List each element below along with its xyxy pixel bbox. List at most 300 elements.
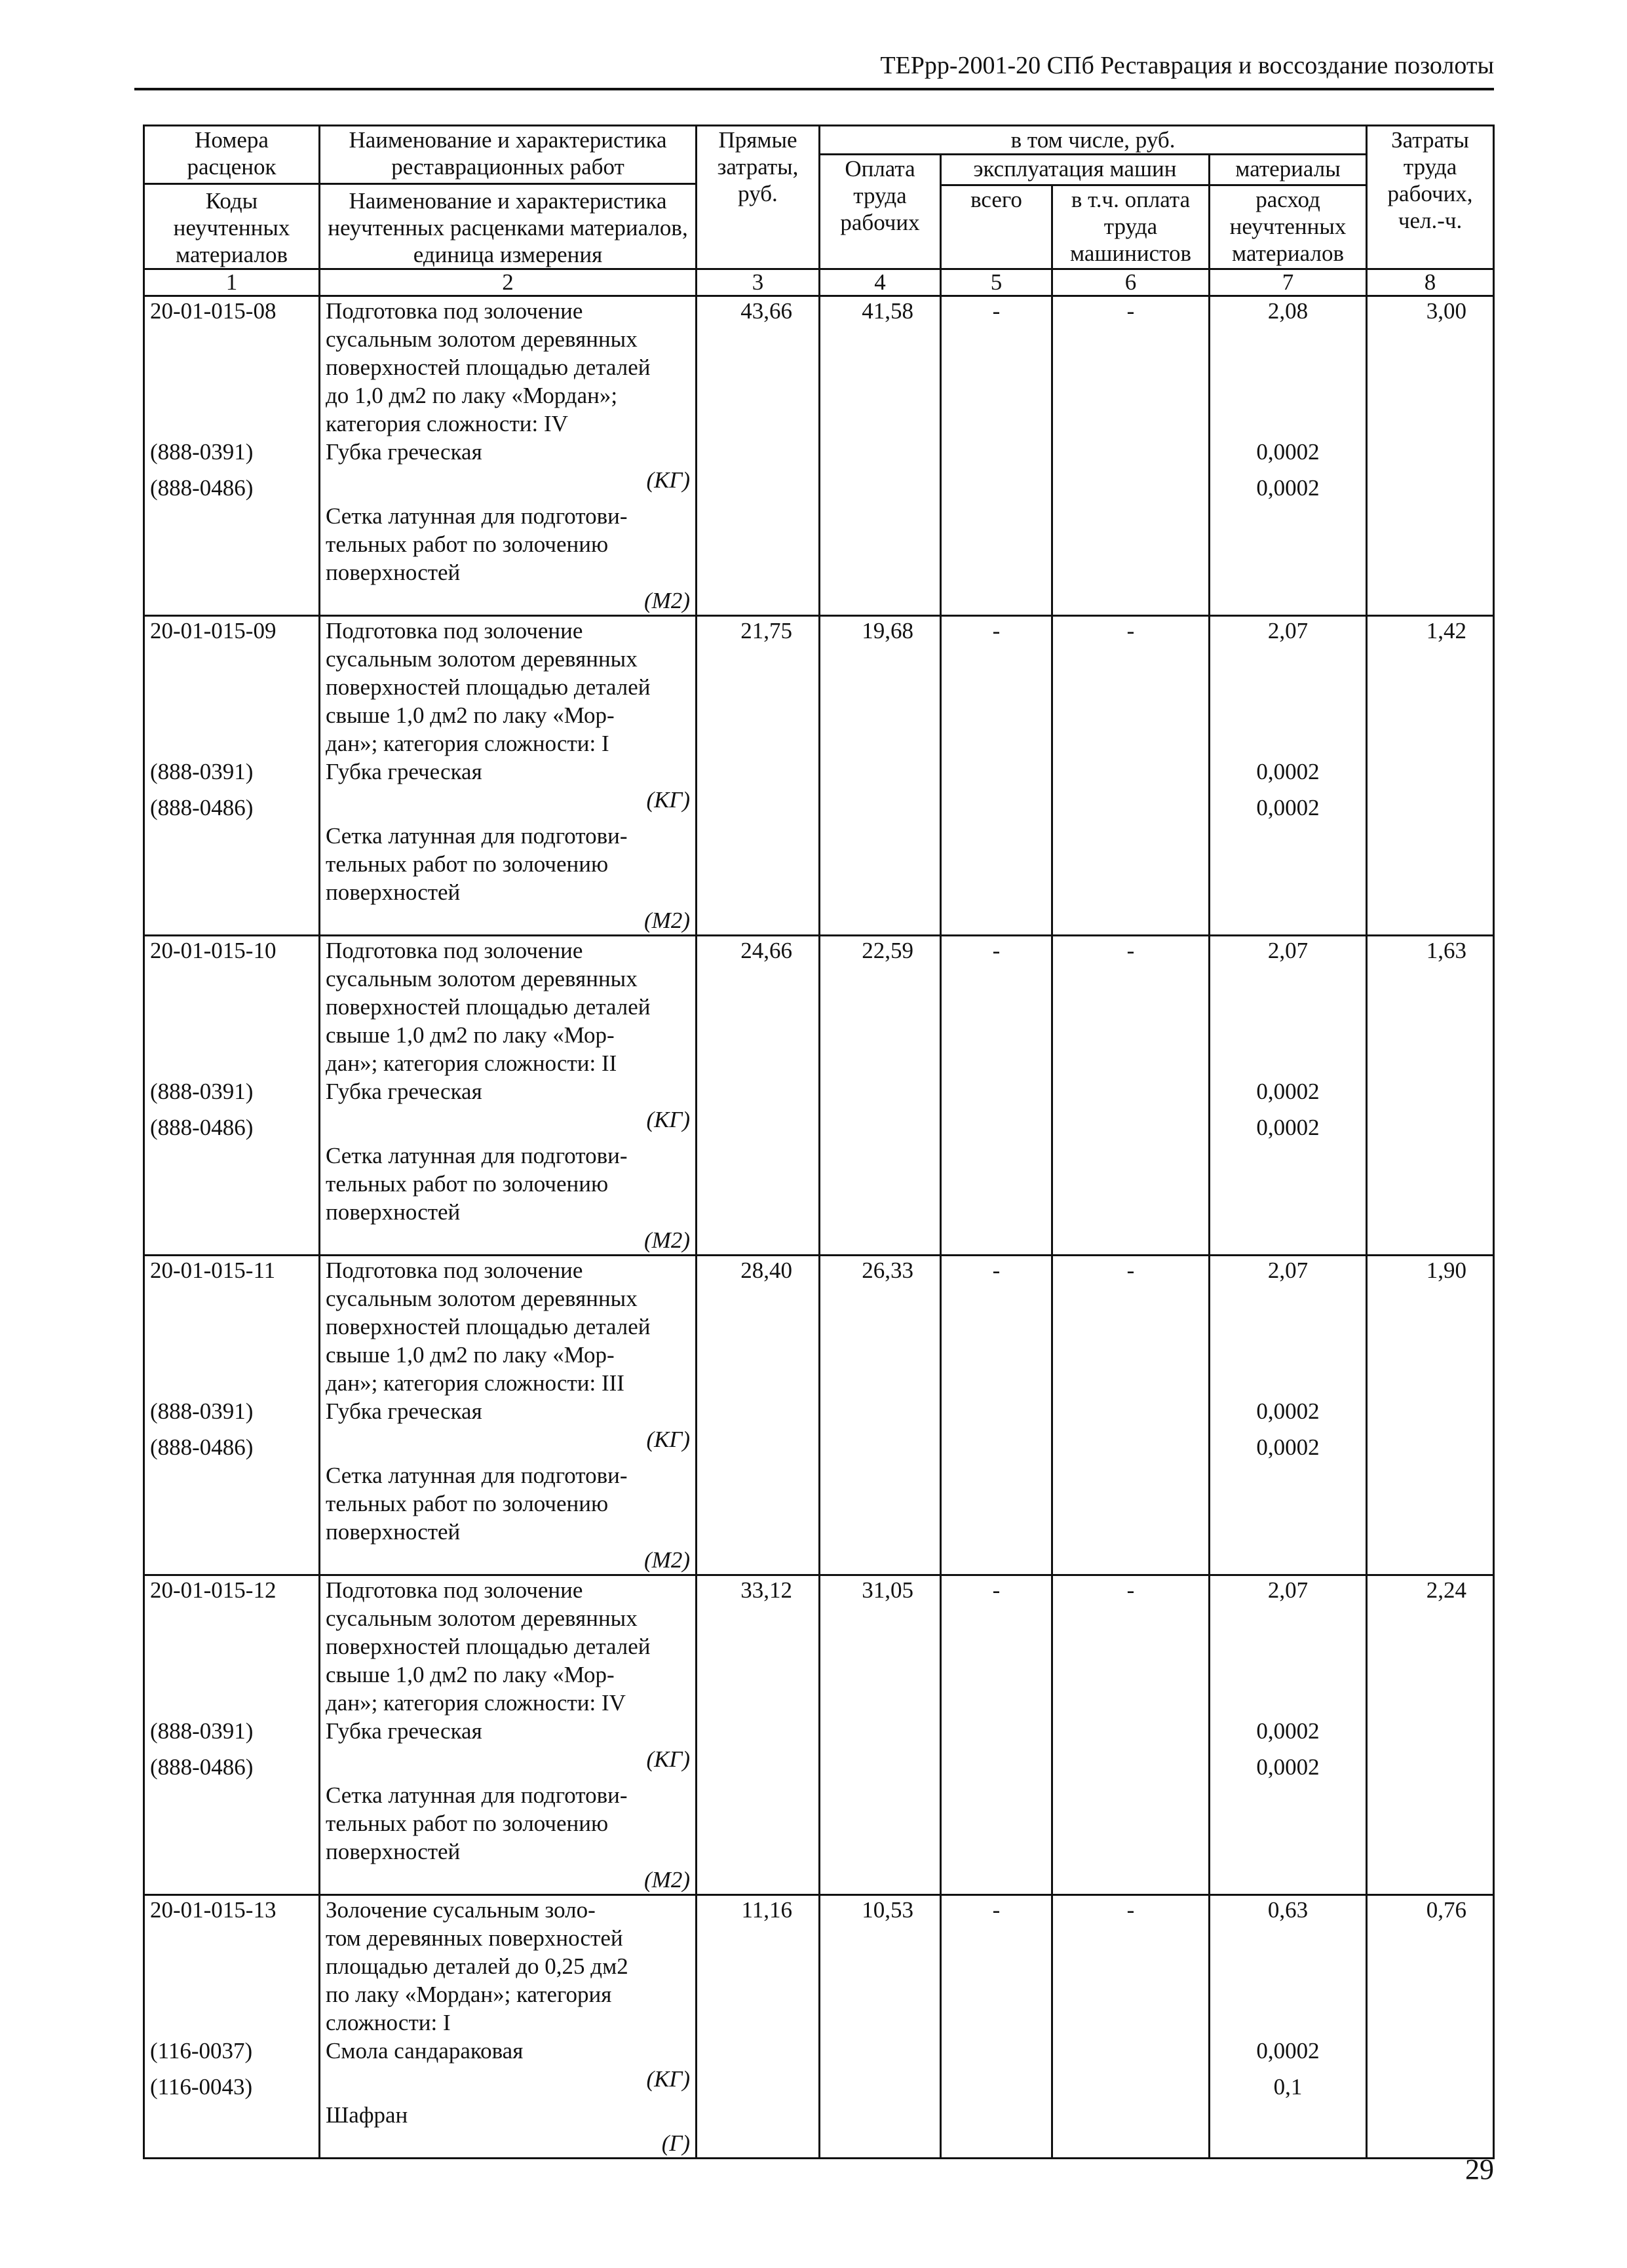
spacer [1215, 325, 1360, 353]
header-number: 6 [1052, 269, 1210, 296]
spacer [326, 1773, 690, 1781]
header-number: 2 [320, 269, 697, 296]
material-code: (888-0391) [150, 1398, 254, 1424]
spacer [1215, 822, 1360, 850]
material-qty: 0,0002 [1256, 1115, 1320, 1140]
machinists-labor-cell [1052, 1575, 1210, 1895]
direct-cost-cell [697, 616, 820, 936]
spacer [1215, 530, 1360, 558]
header-number: 7 [1210, 269, 1367, 296]
spacer [150, 645, 313, 673]
material-qty: 0,0002 [1256, 1398, 1320, 1424]
material-qty: 0,0002 [1256, 439, 1320, 465]
spacer [150, 2009, 313, 2037]
material-qty: 0,0002 [1256, 475, 1320, 501]
material-code: (888-0391) [150, 759, 254, 784]
table-row [144, 1895, 1494, 2159]
machines-total: - [992, 1258, 1001, 1283]
rates-table [143, 125, 1495, 2159]
material-name: тельных работ по золочению [326, 531, 609, 557]
code-cell [144, 1895, 320, 2159]
code-cell [144, 296, 320, 616]
machinists-labor: - [1126, 298, 1135, 324]
spacer [150, 325, 313, 353]
labor-hours: 0,76 [1426, 1897, 1467, 1923]
code-cell [144, 616, 320, 936]
table-row [144, 1575, 1494, 1895]
machinists-labor: - [1126, 1258, 1135, 1283]
table-row [144, 616, 1494, 936]
description-line: площадью деталей до 0,25 дм2 [326, 1953, 628, 1979]
material-code: (116-0037) [150, 2038, 253, 2064]
machines-total-cell [941, 616, 1052, 936]
machinists-labor: - [1126, 1897, 1135, 1923]
spacer [1215, 1781, 1360, 1809]
header-col8: Затраты труда рабочих, чел.-ч. [1367, 126, 1494, 269]
material-unit: (КГ) [646, 787, 690, 813]
material-name: поверхностей [326, 1199, 461, 1225]
description-cell [320, 1256, 697, 1575]
spacer [150, 1425, 313, 1433]
spacer [1215, 1369, 1360, 1397]
direct-cost: 24,66 [740, 938, 792, 963]
materials-cell [1210, 1256, 1367, 1575]
machinists-labor: - [1126, 618, 1135, 644]
description-cell [320, 296, 697, 616]
material-unit: (КГ) [646, 467, 690, 493]
spacer [1215, 993, 1360, 1021]
spacer [150, 1952, 313, 1980]
spacer [150, 1980, 313, 2009]
material-name: Сетка латунная для подготови- [326, 1463, 628, 1488]
materials-cost: 0,63 [1267, 1897, 1309, 1923]
direct-cost: 33,12 [740, 1577, 792, 1603]
spacer [150, 1490, 313, 1518]
machines-total-cell [941, 1256, 1052, 1575]
spacer [150, 466, 313, 474]
material-code: (888-0391) [150, 1718, 254, 1744]
page-number: 29 [1465, 2153, 1494, 2185]
material-name: Сетка латунная для подготови- [326, 1143, 628, 1168]
material-qty: 0,0002 [1256, 1434, 1320, 1460]
labor-hours-cell [1367, 936, 1494, 1256]
spacer [150, 1142, 313, 1170]
description-line: сложности: I [326, 2010, 451, 2035]
material-name: Смола сандараковая [326, 2038, 524, 2064]
spacer [150, 1745, 313, 1753]
labor-cost-cell [820, 296, 941, 616]
spacer [326, 1134, 690, 1142]
material-name: тельных работ по золочению [326, 1171, 609, 1197]
labor-hours: 1,90 [1426, 1258, 1467, 1283]
materials-cost: 2,07 [1267, 1258, 1309, 1283]
spacer [150, 353, 313, 381]
spacer [150, 1369, 313, 1397]
header-col7: расход неучтенных материалов [1210, 185, 1367, 269]
labor-cost-cell [820, 1575, 941, 1895]
material-unit: (М2) [644, 1547, 690, 1573]
spacer [150, 701, 313, 729]
materials-cell [1210, 1575, 1367, 1895]
description-line: по лаку «Мордан»; категория [326, 1982, 612, 2007]
spacer [1215, 466, 1360, 474]
machines-total: - [992, 618, 1001, 644]
material-name: поверхностей [326, 1839, 461, 1864]
direct-cost: 11,16 [741, 1897, 792, 1923]
description-line: свыше 1,0 дм2 по лаку «Мор- [326, 1662, 615, 1687]
spacer [1215, 1604, 1360, 1632]
material-name: Сетка латунная для подготови- [326, 823, 628, 849]
machinists-labor-cell [1052, 1256, 1210, 1575]
labor-hours-cell [1367, 616, 1494, 936]
spacer [1215, 850, 1360, 878]
spacer [1215, 1021, 1360, 1049]
direct-cost-cell [697, 1256, 820, 1575]
labor-hours-cell [1367, 1575, 1494, 1895]
description-line: категория сложности: IV [326, 411, 568, 436]
header-numbers-row [144, 269, 1494, 296]
spacer [150, 2065, 313, 2073]
header-col4: Оплата труда рабочих [820, 155, 941, 269]
description-cell [320, 1895, 697, 2159]
labor-cost-cell [820, 616, 941, 936]
spacer [326, 814, 690, 822]
description-line: Подготовка под золочение [326, 298, 583, 324]
direct-cost-cell [697, 1895, 820, 2159]
description-line: поверхностей площадью деталей [326, 674, 651, 700]
spacer [1215, 353, 1360, 381]
materials-cell [1210, 936, 1367, 1256]
spacer [150, 1313, 313, 1341]
spacer [150, 1632, 313, 1661]
labor-cost: 10,53 [862, 1897, 913, 1923]
material-name: Губка греческая [326, 439, 482, 465]
spacer [1215, 2065, 1360, 2073]
rate-code: 20-01-015-12 [150, 1577, 277, 1603]
spacer [1215, 1142, 1360, 1170]
header-group-machines: эксплуатация машин [941, 155, 1210, 185]
material-code: (888-0486) [150, 1434, 254, 1460]
header-col3: Прямые затраты, руб. [697, 126, 820, 269]
header-number: 3 [697, 269, 820, 296]
direct-cost-cell [697, 1575, 820, 1895]
spacer [1215, 410, 1360, 438]
table-row [144, 936, 1494, 1256]
spacer [1215, 1105, 1360, 1113]
description-line: свыше 1,0 дм2 по лаку «Мор- [326, 702, 615, 728]
code-cell [144, 936, 320, 1256]
spacer [1215, 1490, 1360, 1518]
code-cell [144, 1256, 320, 1575]
material-name: поверхностей [326, 560, 461, 585]
header-col6: в т.ч. оплата труда машинистов [1052, 185, 1210, 269]
material-unit: (М2) [644, 908, 690, 933]
header-rule [134, 88, 1494, 90]
materials-cell [1210, 1895, 1367, 2159]
labor-hours: 1,42 [1426, 618, 1467, 644]
machines-total: - [992, 1577, 1001, 1603]
labor-hours: 1,63 [1426, 938, 1467, 963]
spacer [150, 673, 313, 701]
machinists-labor-cell [1052, 1895, 1210, 2159]
material-qty: 0,0002 [1256, 759, 1320, 784]
spacer [1215, 2009, 1360, 2037]
spacer [1215, 1284, 1360, 1313]
rate-code: 20-01-015-09 [150, 618, 277, 644]
materials-cost: 2,07 [1267, 938, 1309, 963]
labor-hours-cell [1367, 296, 1494, 616]
machinists-labor-cell [1052, 616, 1210, 936]
description-line: сусальным золотом деревянных [326, 1605, 638, 1631]
material-name: Губка греческая [326, 1398, 482, 1424]
description-line: поверхностей площадью деталей [326, 355, 651, 380]
description-line: том деревянных поверхностей [326, 1925, 623, 1951]
spacer [150, 502, 313, 530]
description-line: поверхностей площадью деталей [326, 1314, 651, 1339]
labor-cost: 26,33 [862, 1258, 913, 1283]
machinists-labor: - [1126, 1577, 1135, 1603]
direct-cost-cell [697, 296, 820, 616]
spacer [1215, 786, 1360, 794]
spacer [1215, 729, 1360, 758]
table-header [144, 126, 1494, 296]
materials-cell [1210, 616, 1367, 936]
header-number: 5 [941, 269, 1052, 296]
spacer [150, 1809, 313, 1837]
spacer [326, 1453, 690, 1461]
spacer [1215, 1661, 1360, 1689]
spacer [1215, 1924, 1360, 1952]
header-col1-bottom: Коды неучтенных материалов [145, 183, 318, 268]
material-name: тельных работ по золочению [326, 1491, 609, 1516]
table-body [144, 296, 1494, 2159]
header-col2-bottom: Наименование и характеристика неучтенных расценками материалов, единица измерения [320, 183, 695, 268]
spacer [1215, 1689, 1360, 1717]
code-cell [144, 1575, 320, 1895]
material-unit: (КГ) [646, 1107, 690, 1132]
description-line: дан»; категория сложности: II [326, 1050, 617, 1076]
labor-cost-cell [820, 1895, 941, 2159]
description-line: Подготовка под золочение [326, 938, 583, 963]
header-col2 [320, 126, 697, 269]
spacer [1215, 1745, 1360, 1753]
material-name: поверхностей [326, 879, 461, 905]
header-group-main: в том числе, руб. [820, 126, 1367, 155]
spacer [150, 1604, 313, 1632]
header-col1 [144, 126, 320, 269]
material-qty: 0,1 [1273, 2074, 1303, 2100]
material-code: (888-0486) [150, 1754, 254, 1780]
spacer [1215, 1809, 1360, 1837]
spacer [1215, 965, 1360, 993]
machines-total-cell [941, 1895, 1052, 2159]
materials-cell [1210, 296, 1367, 616]
machines-total: - [992, 1897, 1001, 1923]
description-line: до 1,0 дм2 по лаку «Мордан»; [326, 383, 618, 408]
machinists-labor-cell [1052, 296, 1210, 616]
spacer [1215, 1313, 1360, 1341]
description-line: Золочение сусальным золо- [326, 1897, 596, 1923]
spacer [150, 1689, 313, 1717]
labor-hours-cell [1367, 1895, 1494, 2159]
material-code: (116-0043) [150, 2074, 253, 2100]
table-row [144, 1256, 1494, 1575]
header-col2-top: Наименование и характеристика реставрационных работ [349, 127, 667, 180]
material-qty: 0,0002 [1256, 2038, 1320, 2064]
material-unit: (Г) [661, 2130, 690, 2156]
direct-cost: 21,75 [740, 618, 792, 644]
materials-cost: 2,07 [1267, 618, 1309, 644]
table-row [144, 296, 1494, 616]
material-code: (888-0391) [150, 439, 254, 465]
spacer [150, 993, 313, 1021]
labor-cost: 22,59 [862, 938, 913, 963]
spacer [326, 494, 690, 502]
machines-total-cell [941, 296, 1052, 616]
material-code: (888-0486) [150, 795, 254, 820]
machines-total-cell [941, 936, 1052, 1256]
spacer [150, 410, 313, 438]
labor-cost: 19,68 [862, 618, 913, 644]
spacer [150, 822, 313, 850]
labor-hours-cell [1367, 1256, 1494, 1575]
spacer [1215, 673, 1360, 701]
spacer [150, 965, 313, 993]
spacer [150, 1049, 313, 1077]
spacer [1215, 1980, 1360, 2009]
spacer [1215, 1170, 1360, 1198]
header-number: 4 [820, 269, 941, 296]
machinists-labor-cell [1052, 936, 1210, 1256]
material-name: тельных работ по золочению [326, 1811, 609, 1836]
description-line: поверхностей площадью деталей [326, 994, 651, 1020]
labor-hours: 2,24 [1426, 1577, 1467, 1603]
spacer [150, 1781, 313, 1809]
description-line: сусальным золотом деревянных [326, 646, 638, 672]
spacer [1215, 701, 1360, 729]
description-line: сусальным золотом деревянных [326, 966, 638, 991]
machinists-labor: - [1126, 938, 1135, 963]
spacer [150, 381, 313, 410]
spacer [1215, 1425, 1360, 1433]
spacer [1215, 502, 1360, 530]
material-name: поверхностей [326, 1519, 461, 1545]
material-unit: (М2) [644, 588, 690, 613]
material-unit: (М2) [644, 1867, 690, 1893]
machines-total-cell [941, 1575, 1052, 1895]
material-name: Губка греческая [326, 1718, 482, 1744]
spacer [150, 729, 313, 758]
direct-cost: 43,66 [740, 298, 792, 324]
labor-cost: 41,58 [862, 298, 913, 324]
spacer [150, 1021, 313, 1049]
spacer [150, 1105, 313, 1113]
labor-cost-cell [820, 936, 941, 1256]
material-qty: 0,0002 [1256, 795, 1320, 820]
material-unit: (КГ) [646, 1427, 690, 1452]
machines-total: - [992, 938, 1001, 963]
header-group-materials: материалы [1210, 155, 1367, 185]
spacer [1215, 645, 1360, 673]
material-code: (888-0391) [150, 1079, 254, 1104]
labor-hours: 3,00 [1426, 298, 1467, 324]
material-name: Сетка латунная для подготови- [326, 503, 628, 529]
description-line: сусальным золотом деревянных [326, 1286, 638, 1311]
material-name: Губка греческая [326, 1079, 482, 1104]
material-name: Сетка латунная для подготови- [326, 1782, 628, 1808]
direct-cost-cell [697, 936, 820, 1256]
spacer [150, 1924, 313, 1952]
materials-cost: 2,08 [1267, 298, 1309, 324]
spacer [150, 1661, 313, 1689]
description-line: Подготовка под золочение [326, 618, 583, 644]
spacer [150, 1341, 313, 1369]
materials-cost: 2,07 [1267, 1577, 1309, 1603]
description-line: дан»; категория сложности: I [326, 731, 609, 756]
description-cell [320, 616, 697, 936]
description-line: свыше 1,0 дм2 по лаку «Мор- [326, 1342, 615, 1368]
description-line: Подготовка под золочение [326, 1258, 583, 1283]
description-line: дан»; категория сложности: III [326, 1370, 624, 1396]
description-line: Подготовка под золочение [326, 1577, 583, 1603]
description-line: дан»; категория сложности: IV [326, 1690, 626, 1716]
header-number: 8 [1367, 269, 1494, 296]
spacer [1215, 381, 1360, 410]
rate-code: 20-01-015-10 [150, 938, 277, 963]
material-unit: (КГ) [646, 1746, 690, 1772]
rate-code: 20-01-015-08 [150, 298, 277, 324]
material-qty: 0,0002 [1256, 1718, 1320, 1744]
spacer [1215, 1632, 1360, 1661]
material-unit: (М2) [644, 1227, 690, 1253]
spacer [150, 1170, 313, 1198]
spacer [150, 786, 313, 794]
spacer [326, 2093, 690, 2101]
spacer [150, 850, 313, 878]
header-number: 1 [144, 269, 320, 296]
labor-cost: 31,05 [862, 1577, 913, 1603]
spacer [150, 1461, 313, 1490]
material-name: тельных работ по золочению [326, 851, 609, 877]
material-code: (888-0486) [150, 1115, 254, 1140]
description-line: свыше 1,0 дм2 по лаку «Мор- [326, 1022, 615, 1048]
page-header: ТЕРрр-2001-20 СПб Реставрация и воссоздание позолоты [880, 52, 1494, 79]
description-line: сусальным золотом деревянных [326, 326, 638, 352]
description-cell [320, 1575, 697, 1895]
spacer [150, 1284, 313, 1313]
spacer [1215, 1461, 1360, 1490]
spacer [150, 530, 313, 558]
header-col5: всего [941, 185, 1052, 269]
material-name: Шафран [326, 2102, 408, 2128]
machines-total: - [992, 298, 1001, 324]
material-code: (888-0486) [150, 475, 254, 501]
material-unit: (КГ) [646, 2066, 690, 2092]
material-name: Губка греческая [326, 759, 482, 784]
spacer [1215, 1952, 1360, 1980]
spacer [1215, 1341, 1360, 1369]
rate-code: 20-01-015-13 [150, 1897, 277, 1923]
labor-cost-cell [820, 1256, 941, 1575]
rate-code: 20-01-015-11 [150, 1258, 276, 1283]
spacer [1215, 1049, 1360, 1077]
material-qty: 0,0002 [1256, 1079, 1320, 1104]
description-line: поверхностей площадью деталей [326, 1634, 651, 1659]
description-cell [320, 936, 697, 1256]
material-qty: 0,0002 [1256, 1754, 1320, 1780]
direct-cost: 28,40 [740, 1258, 792, 1283]
header-col1-top: Номера расценок [187, 127, 277, 180]
